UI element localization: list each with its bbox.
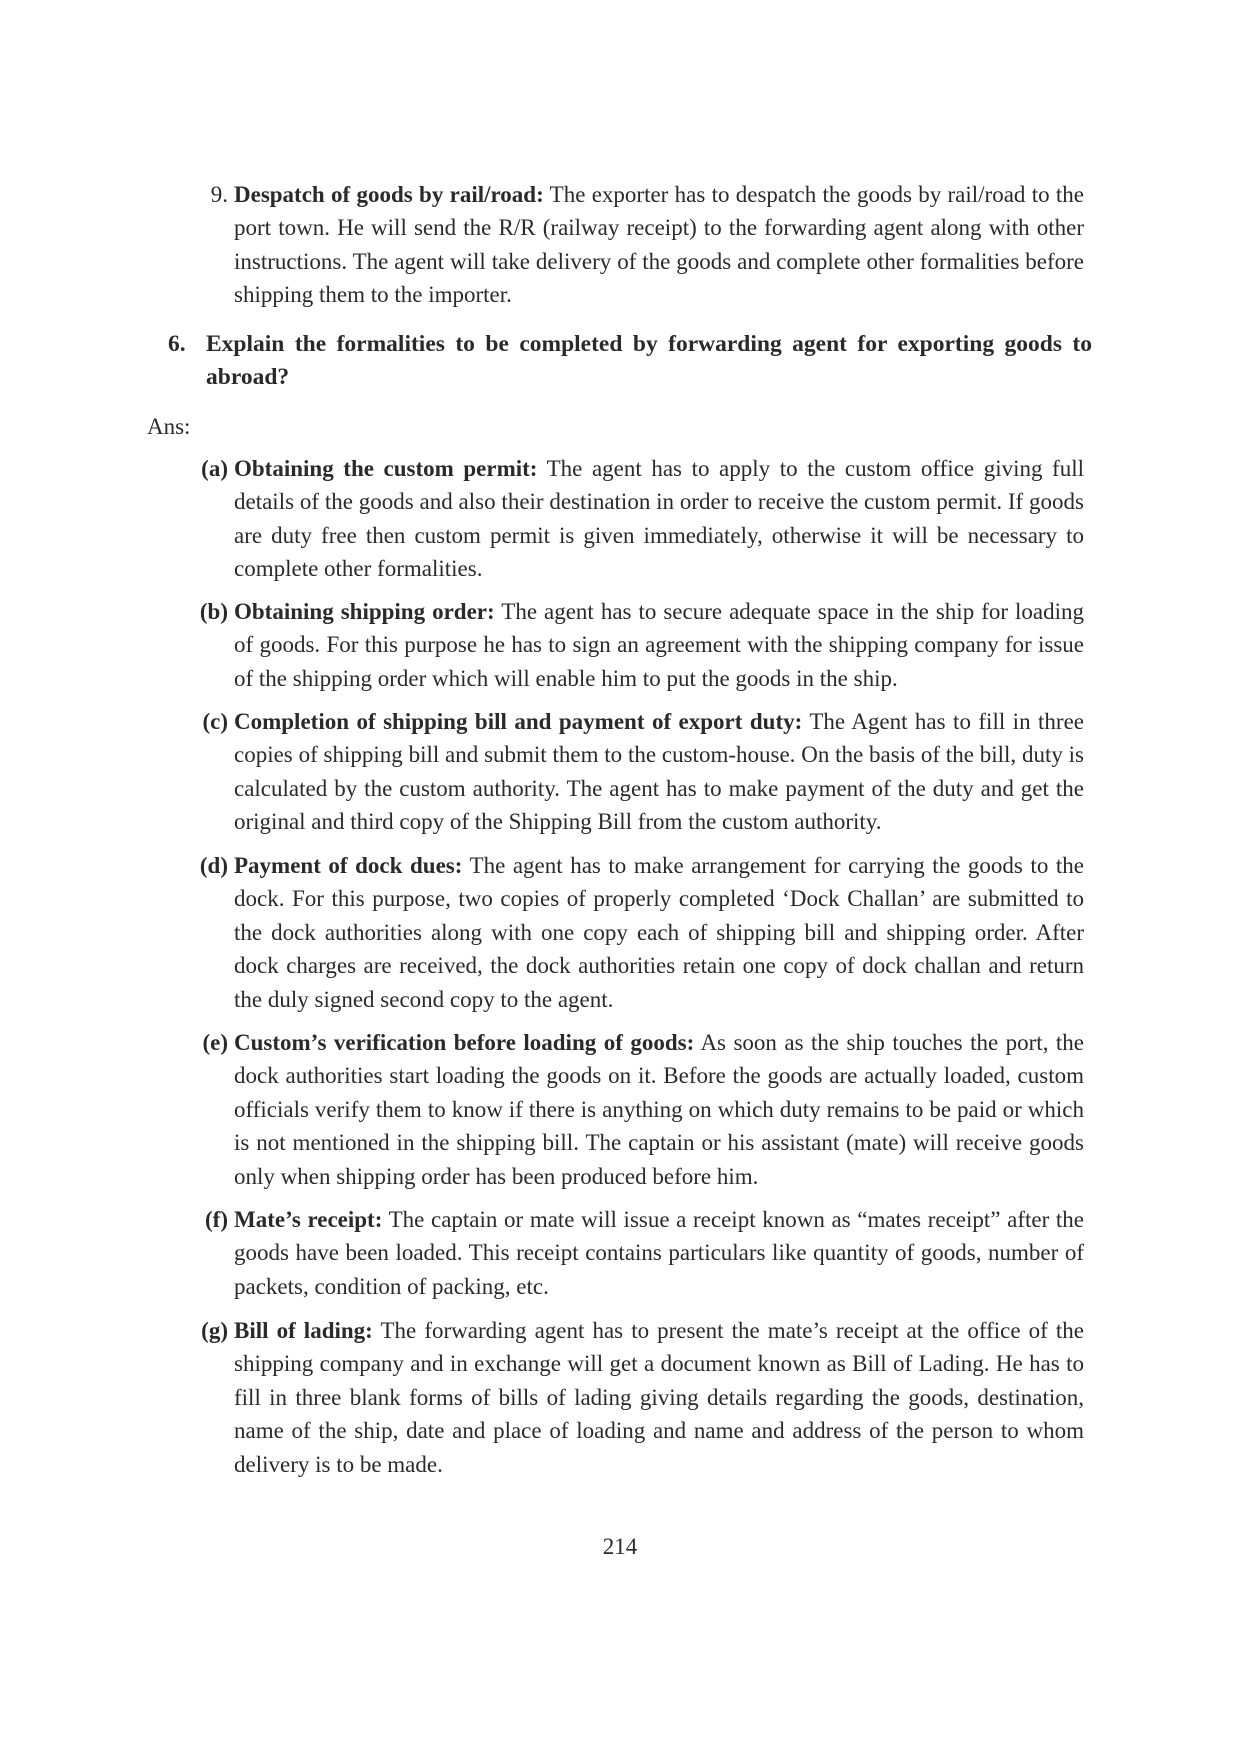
answer-item-c [202,705,1084,839]
answer-marker: (b) [199,599,228,624]
answer-body: The Agent has to fill in three copies of shipping bill and submit them to the custom-house. On the basis of the bill, duty is calculated by the custom authority. The agent has to make payment of the duty and get the original and third copy of the Shipping Bill from the custom authority. [234,709,1084,835]
answer-body: The agent has to make arrangement for carrying the goods to the dock. For this purpose, two copies of properly completed ‘Dock Challan’ are submitted to the dock authorities along with one copy each of shipping bill and shipping order. After dock charges are received, the dock authorities retain one copy of dock challan and return the duly signed second copy to the agent. [234,853,1084,1012]
question-heading [168,328,1092,395]
answer-term: Completion of shipping bill and payment of export duty: [234,709,803,734]
list-item-term: Despatch of goods by rail/road: [234,182,544,207]
answer-marker: (e) [202,1030,228,1055]
answer-text [234,1314,1084,1481]
answer-body: The captain or mate will issue a receipt known as “mates receipt” after the goods have been loaded. This receipt contains particulars like quantity of goods, number of packets, condition of packing, etc. [234,1207,1084,1299]
question-text: Explain the formalities to be completed by forwarding agent for exporting goods to abroad? [206,331,1092,391]
answer-item-d [199,849,1084,1016]
answer-text [234,595,1084,695]
answer-text [234,705,1084,839]
answer-item-a [201,452,1084,586]
answer-term: Obtaining the custom permit: [234,456,538,481]
list-item-body: The exporter has to despatch the goods by rail/road to the port town. He will send the R/R (railway receipt) to the forwarding agent along with other instructions. The agent will take delivery of the goods and complete other formalities before shipping them to the importer. [234,182,1084,308]
answer-text [234,1026,1084,1193]
answer-term: Payment of dock dues: [234,853,463,878]
question-number: 6. [168,331,186,357]
answer-body: The agent has to apply to the custom office giving full details of the goods and also their destination in order to receive the custom permit. If goods are duty free then custom permit is given immediately, otherwise it will be necessary to complete other formalities. [234,456,1084,582]
list-marker: 9. [210,182,228,207]
answer-text [234,1203,1084,1303]
answer-term: Obtaining shipping order: [234,599,495,624]
list-item-text [234,178,1084,312]
answer-label: Ans: [147,414,191,439]
answer-term: Mate’s receipt: [234,1207,383,1232]
answer-body: The forwarding agent has to present the mate’s receipt at the office of the shipping company and in exchange will get a document known as Bill of Lading. He has to fill in three blank forms of bills of lading giving details regarding the goods, destination, name of the ship, date and place of loading and name and address of the person to whom delivery is to be made. [234,1318,1084,1477]
answer-marker: (d) [199,853,228,878]
answer-item-e [202,1026,1084,1193]
answer-item-g [201,1314,1084,1481]
answer-marker: (g) [201,1318,228,1343]
answer-item-f [205,1203,1084,1303]
answer-marker: (a) [201,456,228,481]
answer-marker: (f) [205,1207,228,1232]
answer-marker: (c) [202,709,228,734]
page-number: 214 [602,1534,638,1559]
answer-term: Bill of lading: [234,1318,373,1343]
answer-text [234,849,1084,1016]
answer-body: As soon as the ship touches the port, the dock authorities start loading the goods on it. Before the goods are actually loaded, custom officials verify them to know if there is anything on which duty remains to be paid or which is not mentioned in the shipping bill. The captain or his assistant (mate) will receive goods only when shipping order has been produced before him. [234,1030,1084,1189]
answer-body: The agent has to secure adequate space in the ship for loading of goods. For this purpose he has to sign an agreement with the shipping company for issue of the shipping order which will enable him to put the goods in the ship. [234,599,1084,691]
list-item-point-9 [210,178,1084,312]
answer-item-b [199,595,1084,695]
answer-text [234,452,1084,586]
answer-term: Custom’s verification before loading of goods: [234,1030,695,1055]
